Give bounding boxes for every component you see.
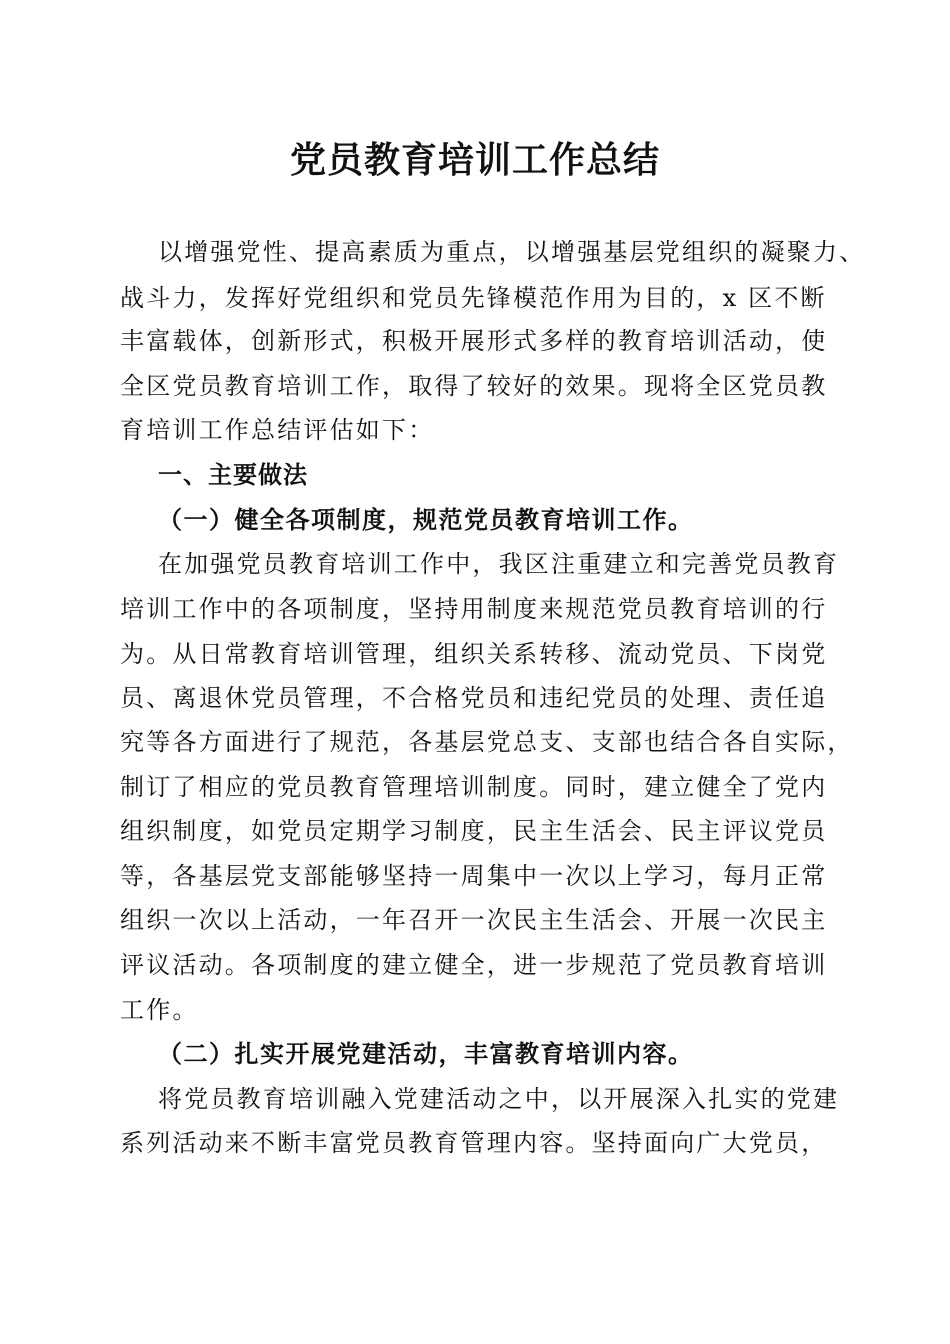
document-title: 党员教育培训工作总结 [289, 139, 660, 181]
section-heading: 一、主要做法 [158, 461, 308, 489]
paragraph-line: 评议活动。各项制度的建立健全，进一步规范了党员教育培训 [120, 951, 828, 979]
paragraph-line: 育培训工作总结评估如下： [120, 416, 435, 444]
paragraph-line: 究等各方面进行了规范，各基层党总支、支部也结合各自实际， [120, 728, 854, 756]
paragraph-line: 将党员教育培训融入党建活动之中，以开展深入扎实的党建 [158, 1085, 840, 1113]
paragraph-line: 等，各基层党支部能够坚持一周集中一次以上学习，每月正常 [120, 862, 828, 890]
paragraph-line: 在加强党员教育培训工作中，我区注重建立和完善党员教育 [158, 550, 840, 578]
paragraph-line: 员、离退休党员管理，不合格党员和违纪党员的处理、责任追 [120, 684, 828, 712]
paragraph-line: 丰富载体，创新形式，积极开展形式多样的教育培训活动，使 [120, 327, 828, 355]
paragraph-line: 全区党员教育培训工作，取得了较好的效果。现将全区党员教 [120, 372, 828, 400]
paragraph-line: 组织制度，如党员定期学习制度，民主生活会、民主评议党员 [120, 817, 828, 845]
subsection-heading: （二）扎实开展党建活动，丰富教育培训内容。 [158, 1039, 694, 1068]
paragraph-line: 以增强党性、提高素质为重点，以增强基层党组织的凝聚力、 [158, 238, 866, 266]
paragraph-line: 为。从日常教育培训管理，组织关系转移、流动党员、下岗党 [120, 640, 828, 668]
paragraph-line: 战斗力，发挥好党组织和党员先锋模范作用为目的，x 区不断 [120, 284, 827, 312]
paragraph-line: 制订了相应的党员教育管理培训制度。同时，建立健全了党内 [120, 773, 828, 801]
subsection-heading: （一）健全各项制度，规范党员教育培训工作。 [158, 505, 694, 534]
paragraph-line: 工作。 [120, 996, 199, 1024]
paragraph-line: 组织一次以上活动，一年召开一次民主生活会、开展一次民主 [120, 906, 828, 934]
paragraph-line: 培训工作中的各项制度，坚持用制度来规范党员教育培训的行 [120, 595, 828, 623]
paragraph-line: 系列活动来不断丰富党员教育管理内容。坚持面向广大党员， [120, 1129, 828, 1157]
